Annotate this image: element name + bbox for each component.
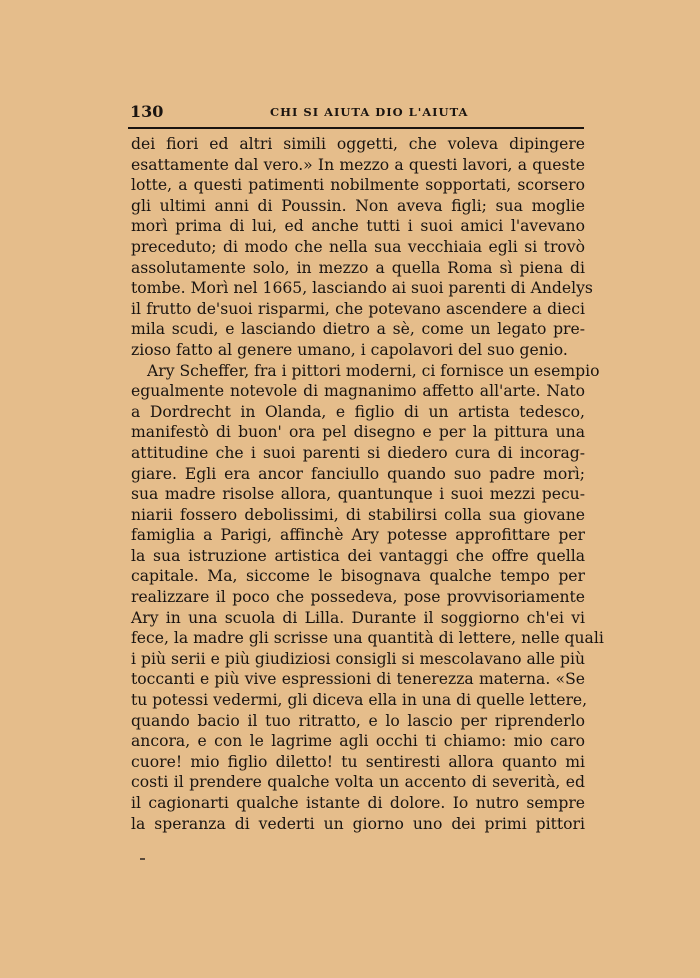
text-line: gli ultimi anni di Poussin. Non aveva figli; sua moglie bbox=[131, 196, 585, 215]
text-line: ancora, e con le lagrime agli occhi ti chiamo: mio caro bbox=[131, 732, 585, 751]
text-line: capitale. Ma, siccome le bisognava qualche tempo per bbox=[131, 567, 585, 586]
text-line: Ary Scheffer, fra i pittori moderni, ci fornisce un esempio bbox=[147, 361, 600, 380]
header-rule bbox=[128, 127, 584, 129]
text-line: manifestò di buon' ora pel disegno e per la pittura una bbox=[131, 423, 585, 442]
text-line: la sua istruzione artistica dei vantaggi che offre quella bbox=[131, 546, 585, 565]
text-line: zioso fatto al genere umano, i capolavori del suo genio. bbox=[131, 340, 568, 359]
text-line: cuore! mio figlio diletto! tu sentiresti allora quanto mi bbox=[131, 752, 585, 771]
text-line: sua madre risolse allora, quantunque i suoi mezzi pecu- bbox=[131, 485, 585, 504]
page-number: 130 bbox=[130, 102, 164, 121]
text-line: giare. Egli era ancor fanciullo quando suo padre morì; bbox=[131, 464, 585, 483]
text-line: il cagionarti qualche istante di dolore. Io nutro sempre bbox=[131, 794, 585, 812]
text-line: fece, la madre gli scrisse una quantità di lettere, nelle quali bbox=[131, 629, 604, 648]
text-line: costi il prendere qualche volta un accento di severità, ed bbox=[131, 773, 585, 792]
text-line: mila scudi, e lasciando dietro a sè, come un legato pre- bbox=[131, 320, 585, 339]
text-line: toccanti e più vive espressioni di tenerezza materna. «Se bbox=[131, 670, 585, 689]
text-line: i più serii e più giudiziosi consigli si mescolavano alle più bbox=[131, 649, 585, 668]
body-text bbox=[131, 134, 604, 834]
text-line: tombe. Morì nel 1665, lasciando ai suoi parenti di Andelys bbox=[131, 279, 593, 298]
text-line: quando bacio il tuo ritratto, e lo lascio per riprenderlo bbox=[131, 711, 585, 730]
text-line: dei fiori ed altri simili oggetti, che voleva dipingere bbox=[131, 135, 585, 153]
text-line: morì prima di lui, ed anche tutti i suoi amici l'avevano bbox=[131, 217, 585, 236]
page-header bbox=[126, 100, 584, 124]
text-line: a Dordrecht in Olanda, e figlio di un artista tedesco, bbox=[131, 402, 585, 421]
running-title: CHI SI AIUTA DIO L'AIUTA bbox=[270, 105, 469, 119]
text-line: famiglia a Parigi, affinchè Ary potesse approfittare per bbox=[131, 526, 585, 545]
text-line: realizzare il poco che possedeva, pose provvisoriamente bbox=[131, 588, 585, 607]
text-line: Ary in una scuola di Lilla. Durante il soggiorno ch'ei vi bbox=[131, 608, 585, 627]
text-line: preceduto; di modo che nella sua vecchiaia egli si trovò bbox=[131, 237, 585, 256]
text-line: tu potessi vedermi, gli diceva ella in una di quelle lettere, bbox=[131, 691, 588, 710]
text-line: niarii fossero debolissimi, di stabilirsi colla sua giovane bbox=[131, 505, 585, 524]
text-line: attitudine che i suoi parenti si diedero cura di incorag- bbox=[131, 443, 585, 462]
text-line: egualmente notevole di magnanimo affetto all'arte. Nato bbox=[131, 382, 585, 401]
text-line: assolutamente solo, in mezzo a quella Roma sì piena di bbox=[131, 258, 585, 277]
text-line: esattamente dal vero.» In mezzo a questi lavori, a queste bbox=[131, 155, 585, 174]
text-line: lotte, a questi patimenti nobilmente sopportati, scorsero bbox=[131, 176, 585, 195]
text-line: il frutto de'suoi risparmi, che potevano ascendere a dieci bbox=[131, 299, 585, 318]
print-mark bbox=[140, 858, 145, 860]
text-line: la speranza di vederti un giorno uno dei primi pittori bbox=[131, 814, 585, 833]
